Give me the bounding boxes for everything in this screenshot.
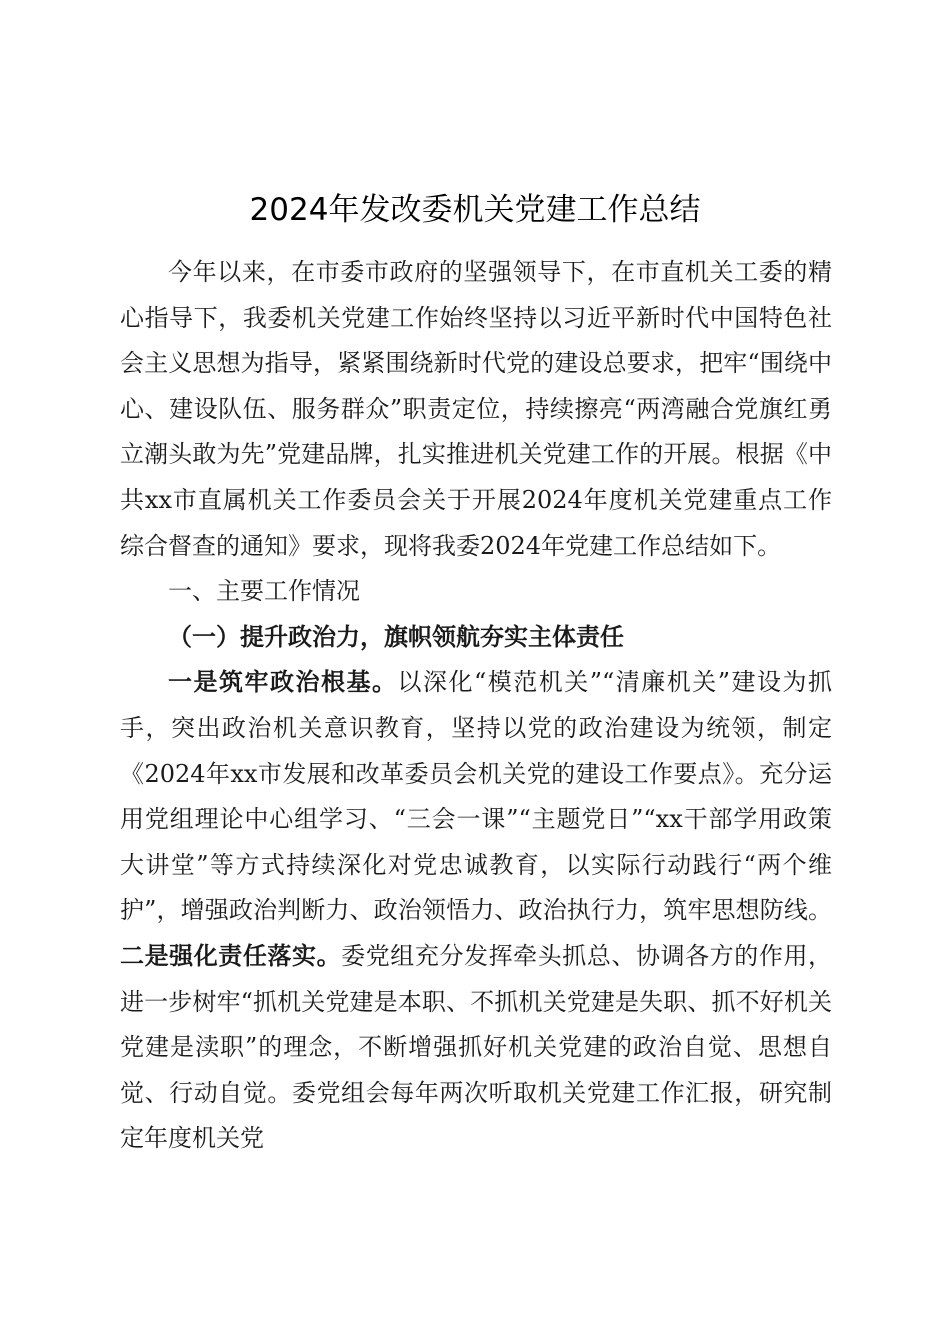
document-title: 2024年发改委机关党建工作总结 xyxy=(249,192,701,228)
point-one-lead: 一是筑牢政治根基。 xyxy=(168,668,398,697)
intro-paragraph: 今年以来，在市委市政府的坚强领导下，在市直机关工委的精心指导下，我委机关党建工作始终坚持以习近平新时代中国特色社会主义思想为指导，紧紧围绕新时代党的建设总要求，把牢“围绕中心、建设队伍、服务群众”职责定位，持续擦亮“两湾融合党旗红勇立潮头敢为先”党建品牌，扎实推进机关党建工作的开展。根据《中共xx市直属机关工作委员会关于开展2024年度机关党建重点工作综合督查的通知》要求，现将我委2024年党建工作总结如下。 xyxy=(120,258,832,560)
body-paragraph xyxy=(120,660,832,1162)
point-two-lead: 二是强化责任落实。 xyxy=(120,941,342,970)
section-heading: 一、主要工作情况 xyxy=(168,577,360,606)
point-one-text: 以深化“模范机关”“清廉机关”建设为抓手，突出政治机关意识教育，坚持以党的政治建设为统领，制定《2024年xx市发展和改革委员会机关党的建设工作要点》。充分运用党组理论中心组学习、“三会一课”“主题党日”“xx干部学用政策大讲堂”等方式持续深化对党忠诚教育，以实际行动践行“两个维护”，增强政治判断力、政治领悟力、政治执行力，筑牢思想防线。 xyxy=(120,668,833,925)
subsection-heading: （一）提升政治力，旗帜领航夯实主体责任 xyxy=(168,622,624,651)
point-two-text: 委党组充分发挥牵头抓总、协调各方的作用，进一步树牢“抓机关党建是本职、不抓机关党建是失职、抓不好机关党建是渎职”的理念，不断增强抓好机关党建的政治自觉、思想自觉、行动自觉。委党组会每年两次听取机关党建工作汇报，研究制定年度机关党 xyxy=(120,941,833,1153)
document-body xyxy=(120,250,832,1162)
